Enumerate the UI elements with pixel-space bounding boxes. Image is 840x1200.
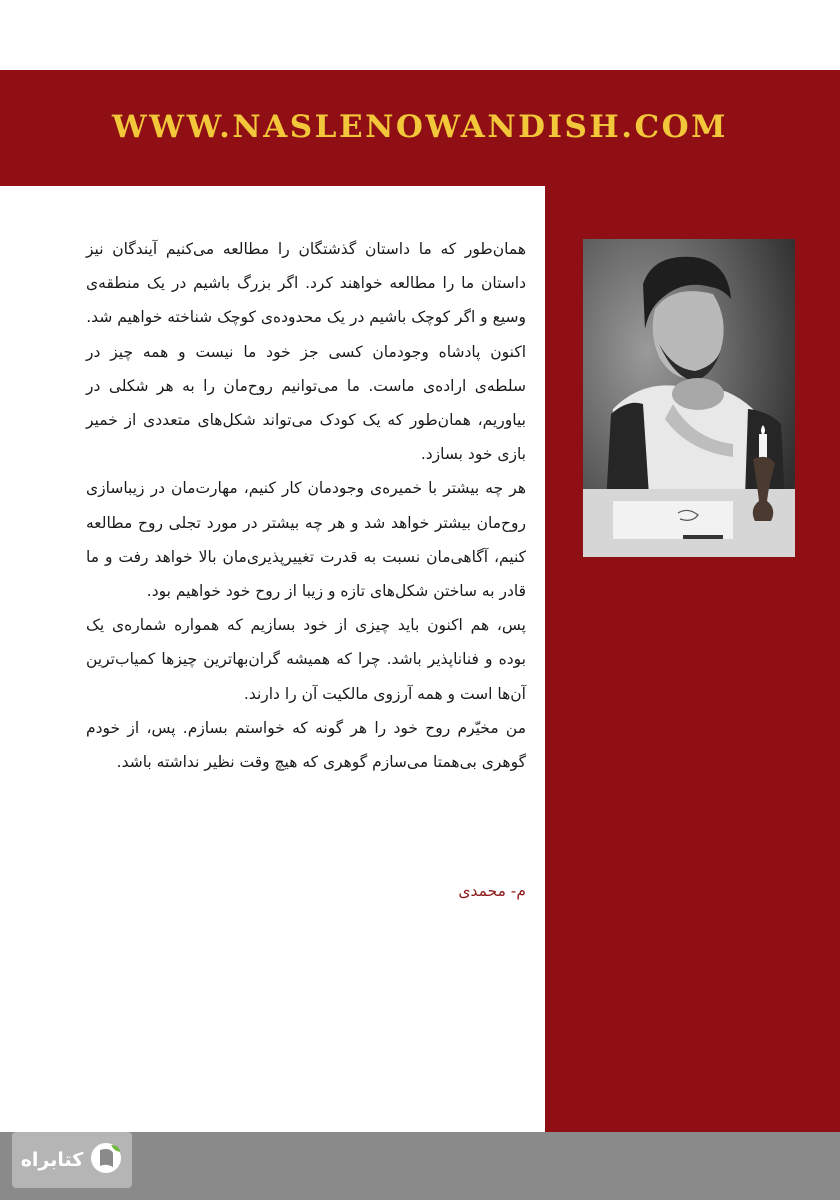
top-margin bbox=[0, 0, 840, 70]
author-signature: م- محمدی bbox=[458, 882, 526, 900]
body-text bbox=[86, 232, 526, 779]
paragraph: من مخیّرم روح خود را هر گونه که خواستم بسازم. پس، از خودم گوهری بی‌همتا می‌سازم گوهری که هیچ وقت نظیر نداشته باشد. bbox=[86, 718, 526, 772]
author-photo bbox=[583, 239, 795, 557]
ketabrah-logo-icon bbox=[89, 1141, 123, 1179]
paragraph: همان‌طور که ما داستان گذشتگان را مطالعه می‌کنیم آیندگان نیز داستان ما را مطالعه خواهند کرد. اگر بزرگ باشیم در یک منطقه‌ی وسیع و اگر کوچک باشیم در یک محدوده‌ی کوچک شناخته خواهیم شد. bbox=[86, 240, 526, 327]
paragraph: اکنون پادشاه وجودمان کسی جز خود ما نیست و همه چیز در سلطه‌ی اراده‌ی ماست. ما می‌توانیم روح‌مان را به هر شکلی در بیاوریم، همان‌طور که یک کودک می‌تواند شکل‌های متعددی از خمیر بازی خود بسازد. bbox=[86, 342, 526, 464]
logo-text: کتابراه bbox=[20, 1149, 84, 1171]
paragraph: پس، هم اکنون باید چیزی از خود بسازیم که همواره شماره‌ی یک بوده و فناناپذیر باشد. چرا که همیشه گران‌بهاترین چیزها کمیاب‌ترین آن‌ها است و همه آرزوی مالکیت آن را دارند. bbox=[86, 616, 526, 703]
header-band bbox=[0, 70, 840, 186]
ketabrah-logo[interactable] bbox=[12, 1132, 132, 1188]
paragraph: هر چه بیشتر با خمیره‌ی وجودمان کار کنیم، مهارت‌مان در زیباسازی روح‌مان بیشتر خواهد شد و هر چه بیشتر در مورد تجلی روح مطالعه کنیم، آگاهی‌مان نسبت به قدرت تغییرپذیری‌مان بالا خواهد رفت و ما قادر به ساختن شکل‌های تازه و زیبا از روح خود خواهیم بود. bbox=[86, 479, 526, 601]
site-url[interactable]: WWW.NASLENOWANDISH.COM bbox=[111, 109, 728, 145]
